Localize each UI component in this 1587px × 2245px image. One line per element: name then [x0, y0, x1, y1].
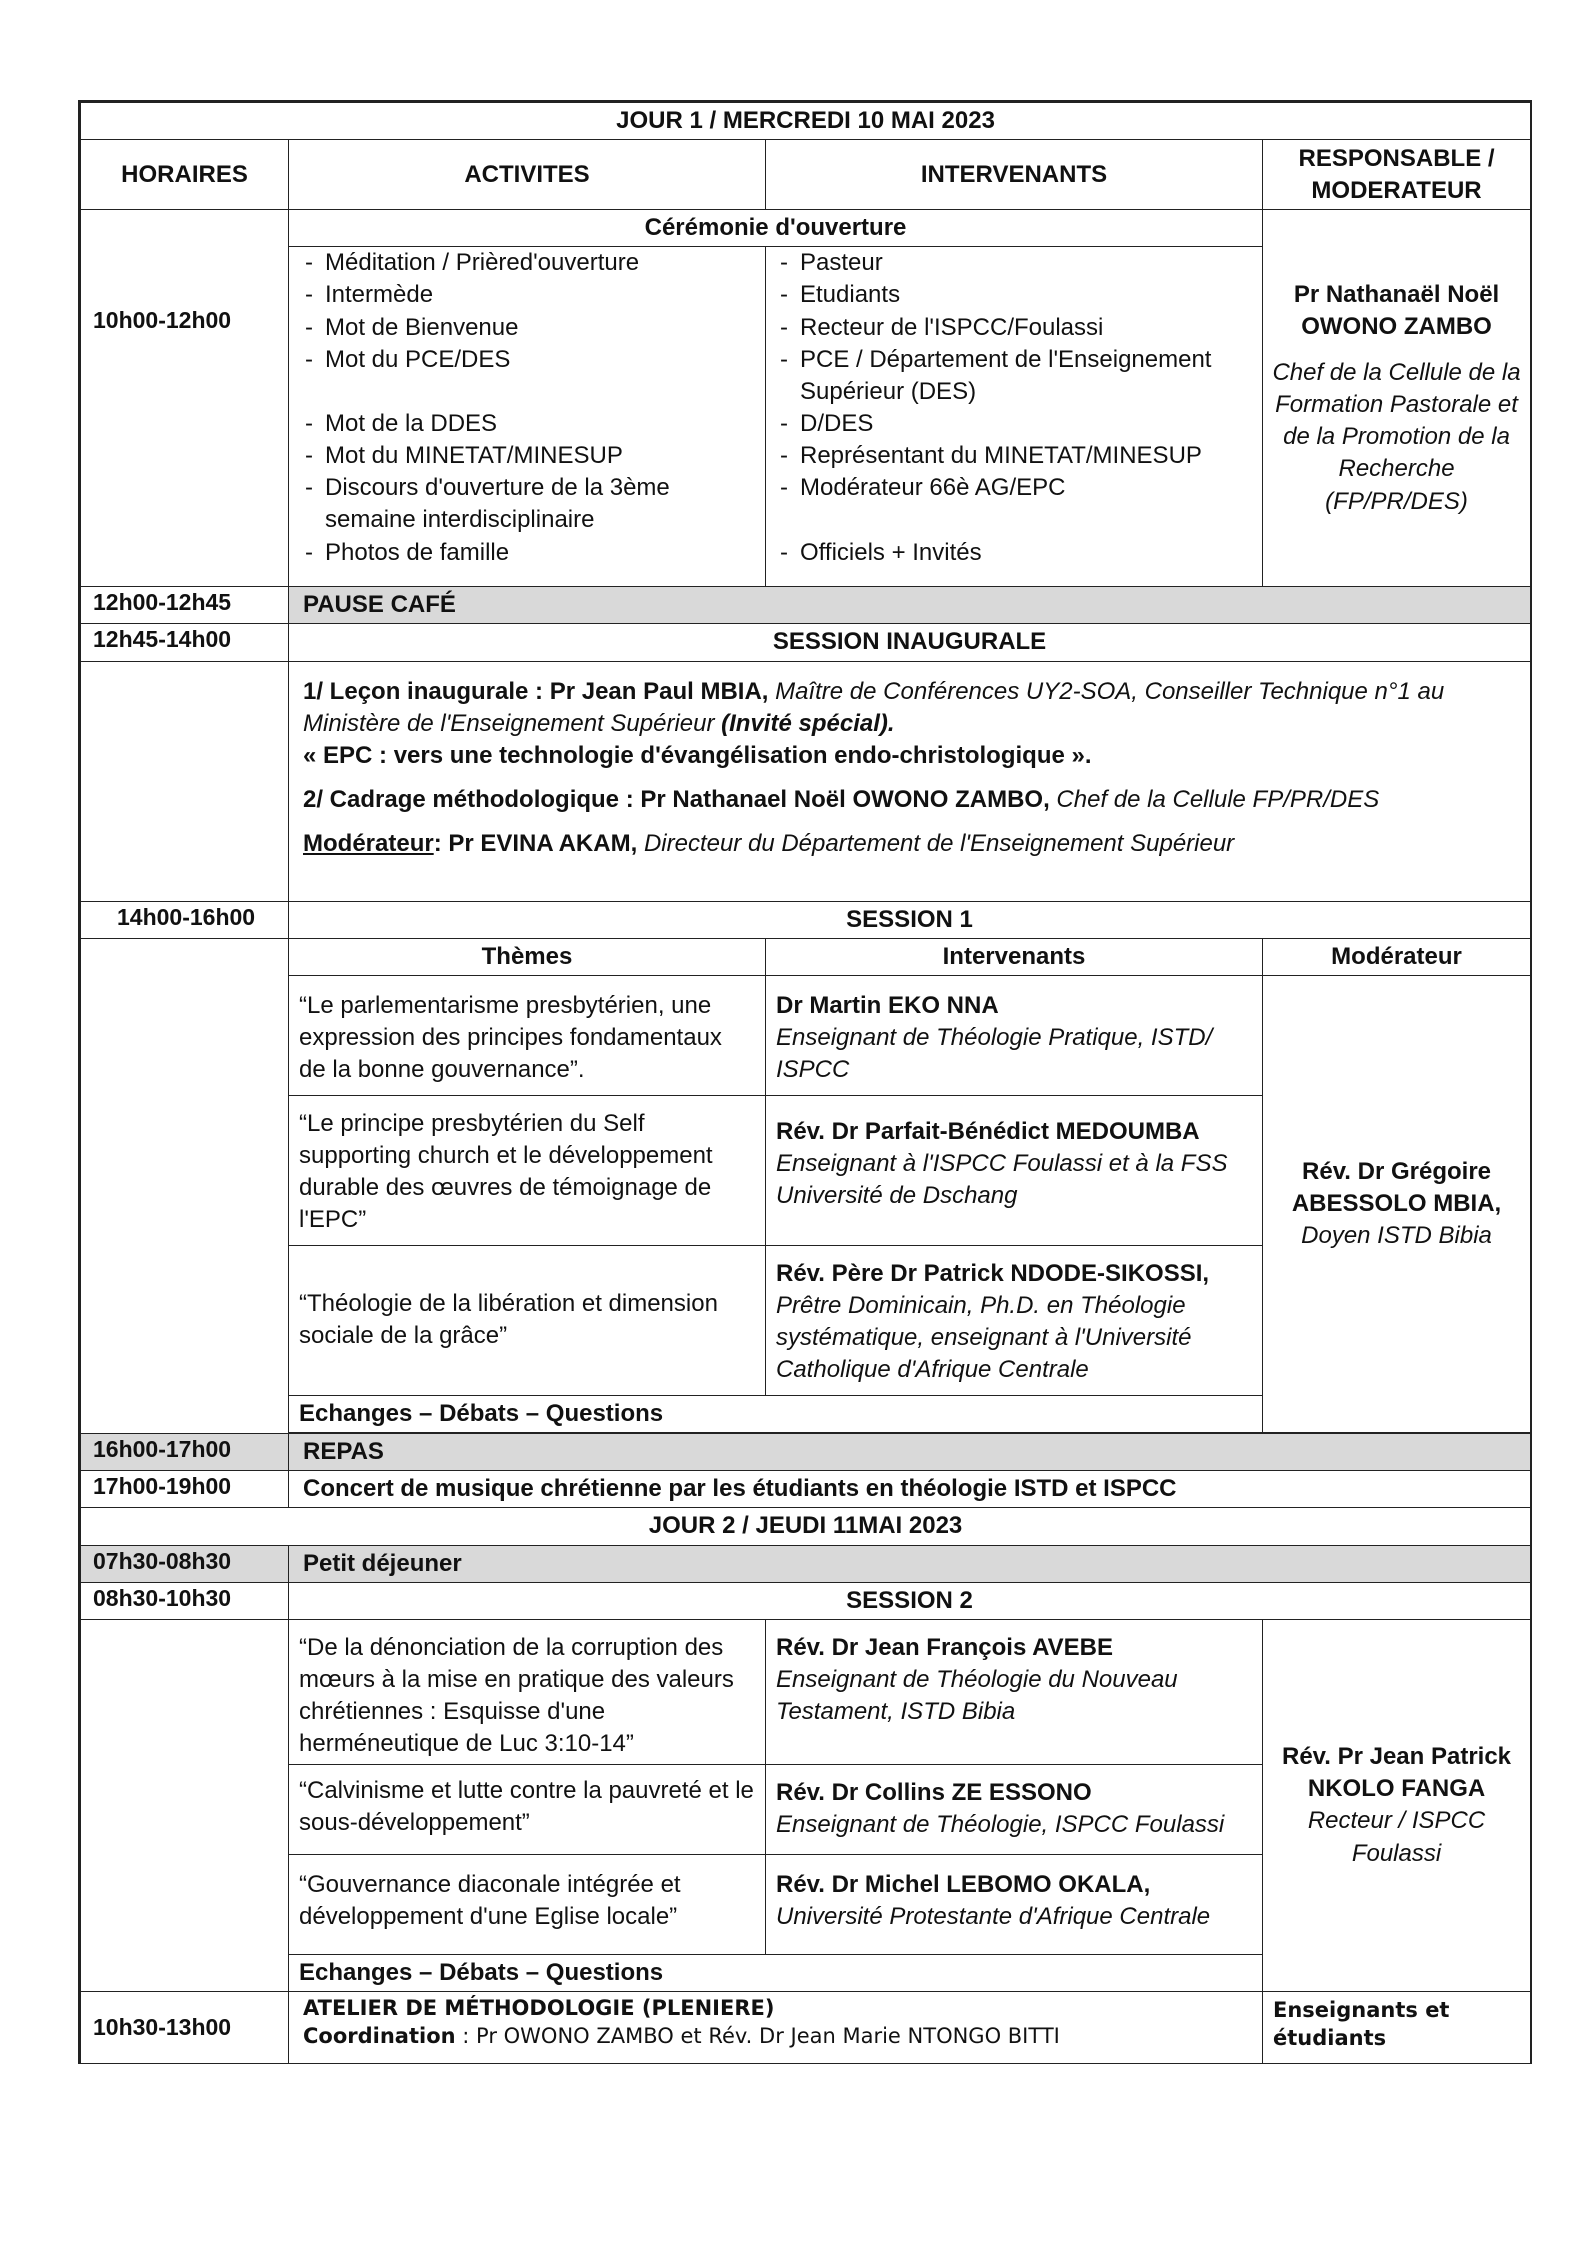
session1-empty — [81, 938, 289, 1433]
concert-time: 17h00-19h00 — [81, 1471, 289, 1508]
ceremony-moderator — [1263, 210, 1531, 587]
pause-label: PAUSE CAFÉ — [289, 587, 1531, 624]
header-responsable: RESPONSABLE / MODERATEUR — [1263, 140, 1531, 210]
session1-time: 14h00-16h00 — [81, 901, 289, 938]
session2-debate: Echanges – Débats – Questions — [289, 1954, 1263, 1991]
session2-time: 08h30-10h30 — [81, 1582, 289, 1619]
list-item: - Pasteur — [778, 247, 1252, 279]
list-item: - D/DES — [778, 408, 1252, 440]
day1-title: JOUR 1 / MERCREDI 10 MAI 2023 — [81, 103, 1531, 140]
inaugural-time: 12h45-14h00 — [81, 624, 289, 661]
inaugural-title: SESSION INAUGURALE — [289, 624, 1531, 661]
lecture-speaker: Pr Jean Paul MBIA, — [549, 677, 769, 705]
schedule-table — [80, 102, 1531, 2064]
moderator-name: : Pr EVINA AKAM, — [433, 830, 638, 858]
speaker-name: Rév. Dr Collins ZE ESSONO — [776, 1778, 1092, 1806]
session2-speaker-1 — [766, 1619, 1263, 1764]
coordination-text: : Pr OWONO ZAMBO et Rév. Dr Jean Marie NTONGO BITTI — [462, 2024, 1060, 2049]
day2-title: JOUR 2 / JEUDI 11MAI 2023 — [81, 1508, 1531, 1545]
ceremony-activities — [289, 247, 766, 587]
header-intervenants: INTERVENANTS — [766, 140, 1263, 210]
session2-speaker-2 — [766, 1764, 1263, 1854]
workshop-time: 10h30-13h00 — [81, 1992, 289, 2064]
session1-moderator — [1263, 975, 1531, 1432]
session1-debate: Echanges – Débats – Questions — [289, 1395, 1263, 1432]
speaker-role: Enseignant de Théologie Pratique, ISTD/ ISPCC — [776, 1024, 1213, 1084]
session2-moderator-role: Recteur / ISPCC Foulassi — [1307, 1807, 1486, 1867]
speaker-role: Enseignant à l'ISPCC Foulassi et à la FSS Université de Dschang — [776, 1150, 1228, 1210]
inaugural-empty — [81, 661, 289, 901]
session1-speaker-1 — [766, 975, 1263, 1095]
workshop-responsible: Enseignants et étudiants — [1263, 1992, 1531, 2064]
session1-speaker-2 — [766, 1095, 1263, 1245]
speaker-name: Rév. Dr Michel LEBOMO OKALA, — [776, 1870, 1151, 1898]
breakfast-label: Petit déjeuner — [289, 1545, 1531, 1582]
session1-title: SESSION 1 — [289, 901, 1531, 938]
speaker-role: Prêtre Dominicain, Ph.D. en Théologie systématique, enseignant à l'Université Catholique d'Afrique Centrale — [776, 1292, 1192, 1384]
moderator-label: Modérateur — [303, 830, 434, 858]
list-item: - Mot de la DDES — [303, 408, 755, 440]
speaker-name: Rév. Père Dr Patrick NDODE-SIKOSSI, — [776, 1259, 1210, 1287]
session2-title: SESSION 2 — [289, 1582, 1531, 1619]
concert-label: Concert de musique chrétienne par les étudiants en théologie ISTD et ISPCC — [289, 1471, 1531, 1508]
session2-moderator-name: Rév. Pr Jean Patrick NKOLO FANGA — [1282, 1743, 1512, 1803]
list-item: - Etudiants — [778, 279, 1252, 311]
speaker-role: Enseignant de Théologie du Nouveau Testament, ISTD Bibia — [776, 1666, 1178, 1726]
list-item: - Modérateur 66è AG/EPC — [778, 472, 1252, 504]
header-horaires: HORAIRES — [81, 140, 289, 210]
session2-speaker-3 — [766, 1854, 1263, 1954]
speaker-name: Rév. Dr Parfait-Bénédict MEDOUMBA — [776, 1117, 1200, 1145]
list-item: - Officiels + Invités — [778, 537, 1252, 569]
session1-col-themes: Thèmes — [289, 938, 766, 975]
session1-col-moderator: Modérateur — [1263, 938, 1531, 975]
inaugural-moderator — [303, 828, 1520, 860]
workshop-coordination — [303, 2022, 1248, 2050]
session2-theme-2: “Calvinisme et lutte contre la pauvreté et le sous-développement” — [289, 1764, 766, 1854]
ceremony-speakers — [766, 247, 1263, 587]
list-item: - Intermède — [303, 279, 755, 311]
moderator-role: Directeur du Département de l'Enseignement Supérieur — [643, 830, 1235, 858]
list-item: - Mot du PCE/DES — [303, 344, 755, 376]
program-schedule — [78, 100, 1532, 2064]
list-item: - Représentant du MINETAT/MINESUP — [778, 440, 1252, 472]
session1-theme-3: “Théologie de la libération et dimension sociale de la grâce” — [289, 1245, 766, 1395]
speaker-role: Enseignant de Théologie, ISPCC Foulassi — [776, 1811, 1225, 1839]
lecture-label: 1/ Leçon inaugurale : — [303, 677, 544, 705]
ceremony-moderator-name: Pr Nathanaël Noël OWONO ZAMBO — [1293, 280, 1500, 340]
inaugural-content — [289, 661, 1531, 901]
session2-empty — [81, 1619, 289, 1991]
list-item: - Mot du MINETAT/MINESUP — [303, 440, 755, 472]
ceremony-activity-list — [303, 247, 755, 568]
speaker-name: Dr Martin EKO NNA — [776, 991, 999, 1019]
list-item: - Méditation / Prièred'ouverture — [303, 247, 755, 279]
speaker-name: Rév. Dr Jean François AVEBE — [776, 1633, 1114, 1661]
framing-speaker: Pr Nathanael Noël OWONO ZAMBO, — [640, 786, 1050, 814]
list-item: - Discours d'ouverture de la 3ème semaine interdisciplinaire — [303, 472, 755, 536]
list-item: - Recteur de l'ISPCC/Foulassi — [778, 312, 1252, 344]
speaker-role: Université Protestante d'Afrique Centrale — [776, 1903, 1211, 1931]
framing-label: 2/ Cadrage méthodologique : — [303, 786, 634, 814]
ceremony-moderator-role: Chef de la Cellule de la Formation Pastorale et de la Promotion de la Recherche (FP/PR/DES) — [1272, 359, 1521, 515]
ceremony-title: Cérémonie d'ouverture — [289, 210, 1263, 247]
session2-moderator — [1263, 1619, 1531, 1991]
session1-moderator-name: Rév. Dr Grégoire ABESSOLO MBIA, — [1291, 1157, 1502, 1217]
ceremony-speaker-list — [778, 247, 1252, 568]
session1-theme-2: “Le principe presbytérien du Self supporting church et le développement durable des œuvres de témoignage de l'EPC” — [289, 1095, 766, 1245]
lecture-role: Maître de Conférences UY2-SOA, Conseiller Technique n°1 au Ministère de l'Enseignement Supérieur — [303, 677, 1445, 737]
list-item: - Photos de famille — [303, 537, 755, 569]
session1-moderator-role: Doyen ISTD Bibia — [1301, 1222, 1492, 1250]
meal-label: REPAS — [289, 1434, 1531, 1471]
workshop-content — [289, 1992, 1263, 2064]
lecture-special: (Invité spécial). — [721, 709, 895, 737]
session2-theme-1: “De la dénonciation de la corruption des mœurs à la mise en pratique des valeurs chrétiennes : Esquisse d'une herméneutique de Luc 3:10-14” — [289, 1619, 766, 1764]
session2-theme-3: “Gouvernance diaconale intégrée et développement d'une Eglise locale” — [289, 1854, 766, 1954]
meal-time: 16h00-17h00 — [81, 1434, 289, 1471]
ceremony-time: 10h00-12h00 — [81, 210, 289, 587]
header-activites: ACTIVITES — [289, 140, 766, 210]
framing-role: Chef de la Cellule FP/PR/DES — [1056, 786, 1380, 814]
list-item: - Mot de Bienvenue — [303, 312, 755, 344]
session1-col-speakers: Intervenants — [766, 938, 1263, 975]
breakfast-time: 07h30-08h30 — [81, 1545, 289, 1582]
session1-theme-1: “Le parlementarisme presbytérien, une expression des principes fondamentaux de la bonne gouvernance”. — [289, 975, 766, 1095]
workshop-title: ATELIER DE MÉTHODOLOGIE (PLENIERE) — [303, 1996, 775, 2021]
coordination-label: Coordination — [303, 2024, 456, 2049]
inaugural-lecture — [303, 676, 1520, 772]
pause-time: 12h00-12h45 — [81, 587, 289, 624]
inaugural-framing — [303, 784, 1520, 816]
lecture-theme: « EPC : vers une technologie d'évangélisation endo-christologique ». — [303, 741, 1092, 769]
session1-speaker-3 — [766, 1245, 1263, 1395]
list-item: - PCE / Département de l'Enseignement Supérieur (DES) — [778, 344, 1252, 408]
